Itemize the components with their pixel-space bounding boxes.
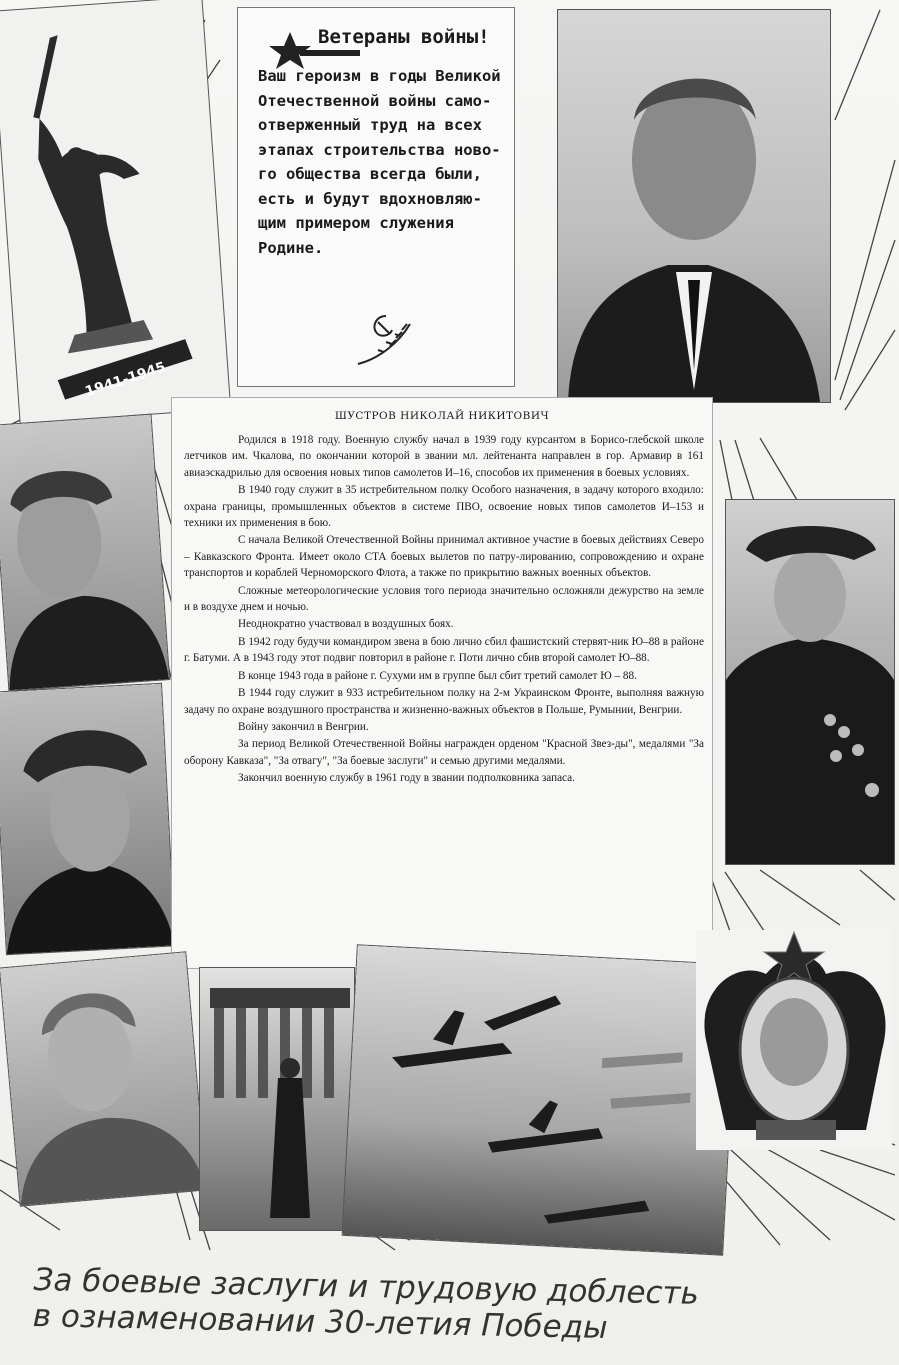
biography-paragraph: Сложные метеорологические условия того периода значительно осложняли дежурство на земле и в воздухе днем и ночью.: [184, 584, 704, 614]
biography-paragraph: Родился в 1918 году. Военную службу начал в 1939 году курсантом в Борисо-глебской школе летчиков им. Чкалова, по окончании которой в звании мл. лейтенанта направлен в гор. Армавир в 161 авиаэскадрилью для освоения новых типов самолетов И–16, способов их применения в боевых условиях.: [184, 434, 704, 479]
biography-paragraph: За период Великой Отечественной Войны награжден орденом "Красной Звез-ды", медалями "За оборону Кавказа", "За отвагу", "За боевые заслуги" и семью другими медалями.: [184, 738, 704, 767]
pilot-silhouette-icon: [0, 415, 169, 691]
biography-paragraph: С начала Великой Отечественной Войны принимал активное участие в боевых действиях Северо – Кавказского Фронта. Имеет около СТА боевых вылетов по патру-лированию, сопровождению и охране транспортов и кораблей Черноморского Флота, а также по прикрытию важных военных объектов.: [184, 534, 704, 580]
biography-heading: ШУСТРОВ НИКОЛАЙ НИКИТОВИЧ: [334, 410, 550, 422]
biography-text: [184, 432, 704, 788]
poster-title: Ветераны войны!: [318, 26, 490, 48]
veterans-poster: [238, 8, 514, 386]
biography-paragraph: В 1944 году служит в 933 истребительном полку на 2-м Украинском Фронте, выполняя важную задачу по охране воздушного пространства и жизненно-важных объектов в Польше, Румынии, Венгрии.: [184, 687, 704, 716]
poster-body: Ваш героизм в годы Великой Отечественной войны само- отверженный труд на всех этапах строительства ново- го общества всегда были, есть и будут вдохновляю- щим примером служения Родине.: [258, 67, 501, 257]
monument-years: 1941-1945: [83, 359, 168, 401]
motherland-monument-drawing: [0, 0, 230, 423]
biography-paragraph: В 1942 году будучи командиром звена в бою лично сбил фашистский стервят-ник Ю–88 в районе г. Батуми. А в 1943 году этот подвиг повторил в районе г. Поти лично сбив второй самолет Ю–88.: [184, 635, 704, 665]
officer-medals-photo: [726, 500, 894, 864]
biography-document: [172, 398, 712, 968]
handwritten-caption: За боевые заслуги и трудовую доблесть в ознаменовании 30-летия Победы: [32, 1262, 700, 1347]
biography-paragraph: Неоднократно участвовал в воздушных боях.: [238, 618, 454, 631]
biography-paragraph: В 1940 году служит в 35 истребительном полку Особого назначения, в задачу которого входило: охрана границы, промышленных объектов в системе ПВО, освоение новых типов самолетов И–153 и техники их применения в бою.: [184, 484, 704, 530]
decorated-officer-icon: [726, 500, 894, 864]
aviator-silhouette-icon: [0, 952, 206, 1205]
officer-silhouette-icon: [0, 684, 175, 954]
star-frame-icon: [696, 930, 892, 1150]
officer-cap-photo: [0, 684, 175, 954]
building-columns-icon: [200, 968, 354, 1230]
hammer-sickle-wreath-icon: [328, 304, 438, 374]
dive-bombers-photo: [343, 945, 738, 1254]
biography-paragraph: В конце 1943 года в районе г. Сухуми им в группе был сбит третий самолет Ю – 88.: [238, 669, 637, 682]
plane-icon: [343, 945, 738, 1254]
person-silhouette-icon: [558, 10, 830, 402]
portrait-civilian-photo: [558, 10, 830, 402]
man-at-building-photo: [200, 968, 354, 1230]
monument-icon: [0, 0, 230, 423]
biography-paragraph: Закончил военную службу в 1961 году в звании подполковника запаса.: [238, 772, 575, 785]
star-framed-portrait: [696, 930, 892, 1150]
aviator-helmet-photo: [0, 952, 206, 1205]
young-pilot-photo: [0, 415, 169, 691]
biography-paragraph: Войну закончил в Венгрии.: [238, 720, 369, 733]
